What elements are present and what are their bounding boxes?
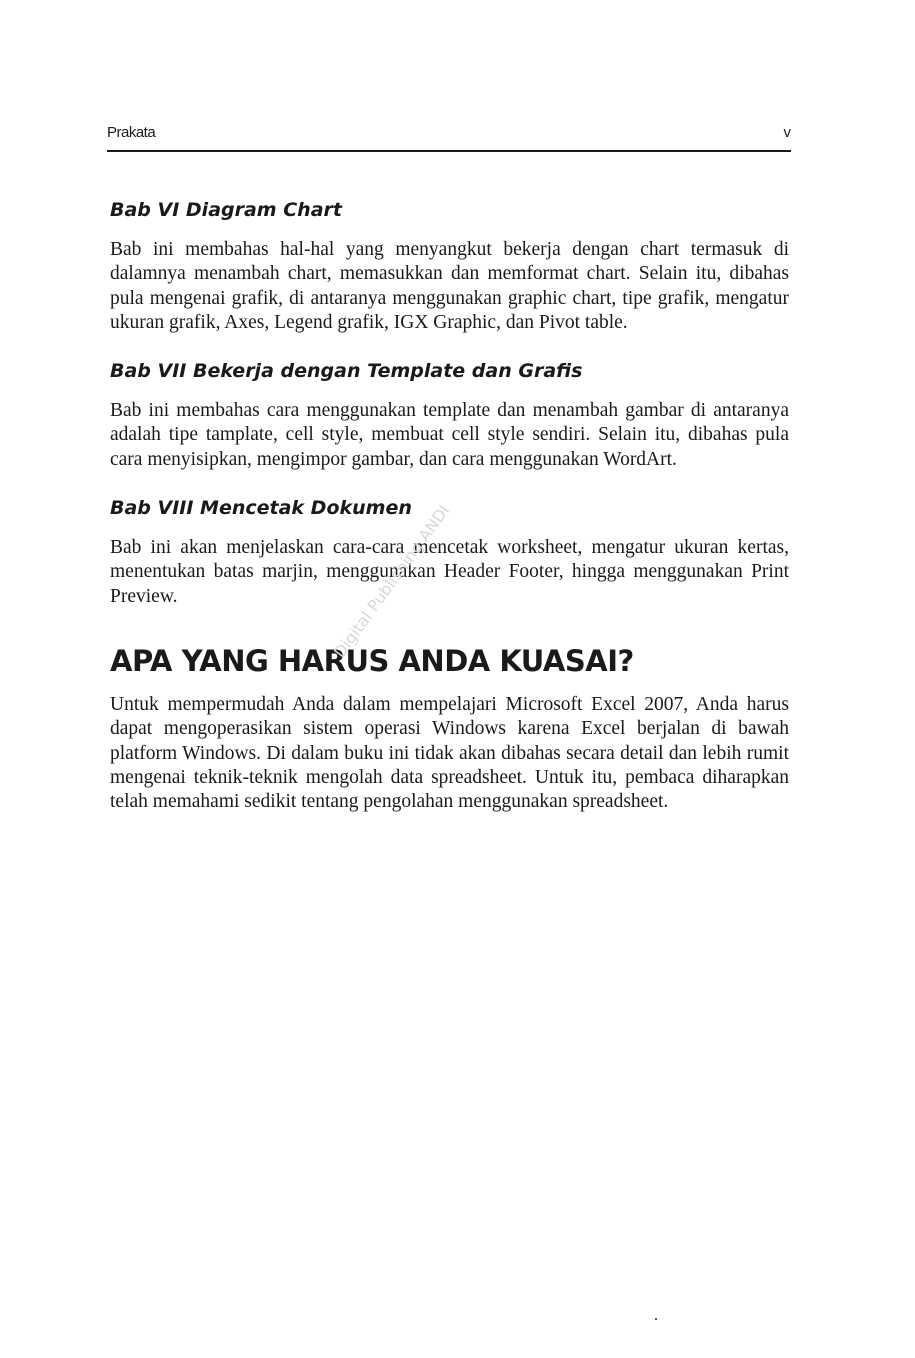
section-body-bab-8: Bab ini akan menjelaskan cara-cara mencetak worksheet, mengatur ukuran kertas, menentukan batas marjin, menggunakan Header Footer, hingga menggunakan Print Preview. bbox=[110, 537, 789, 607]
section-body-bab-6: Bab ini membahas hal-hal yang menyangkut bekerja dengan chart termasuk di dalamnya menambah chart, memasukkan dan memformat chart. Selain itu, dibahas pula mengenai grafik, di antaranya menggunakan graphic chart, tipe grafik, mengatur ukuran grafik, Axes, Legend grafik, IGX Graphic, dan Pivot table. bbox=[110, 239, 789, 333]
running-header-title: Prakata bbox=[107, 124, 156, 141]
main-body: Untuk mempermudah Anda dalam mempelajari Microsoft Excel 2007, Anda harus dapat mengoperasikan sistem operasi Windows karena Excel berjalan di bawah platform Windows. Di dalam buku ini tidak akan dibahas secara detail dan lebih rumit mengenai teknik-teknik mengolah data spreadsheet. Untuk itu, pembaca diharapkan telah memahami sedikit tentang pengolahan menggunakan spreadsheet. bbox=[110, 693, 789, 813]
section-heading-bab-8: Bab VIII Mencetak Dokumen bbox=[110, 497, 412, 520]
page-number: v bbox=[783, 124, 791, 141]
scan-speck bbox=[655, 1318, 657, 1320]
section-heading-bab-7: Bab VII Bekerja dengan Template dan Grafis bbox=[110, 360, 583, 383]
page-header bbox=[107, 122, 791, 152]
section-body-bab-7: Bab ini membahas cara menggunakan template dan menambah gambar di antaranya adalah tipe tamplate, cell style, membuat cell style sendiri. Selain itu, dibahas pula cara menyisipkan, mengimpor gambar, dan cara menggunakan WordArt. bbox=[110, 400, 789, 470]
main-heading: APA YANG HARUS ANDA KUASAI? bbox=[110, 643, 634, 678]
watermark-text: Digital Publishing ANDI bbox=[330, 501, 454, 662]
section-heading-bab-6: Bab VI Diagram Chart bbox=[110, 199, 342, 221]
